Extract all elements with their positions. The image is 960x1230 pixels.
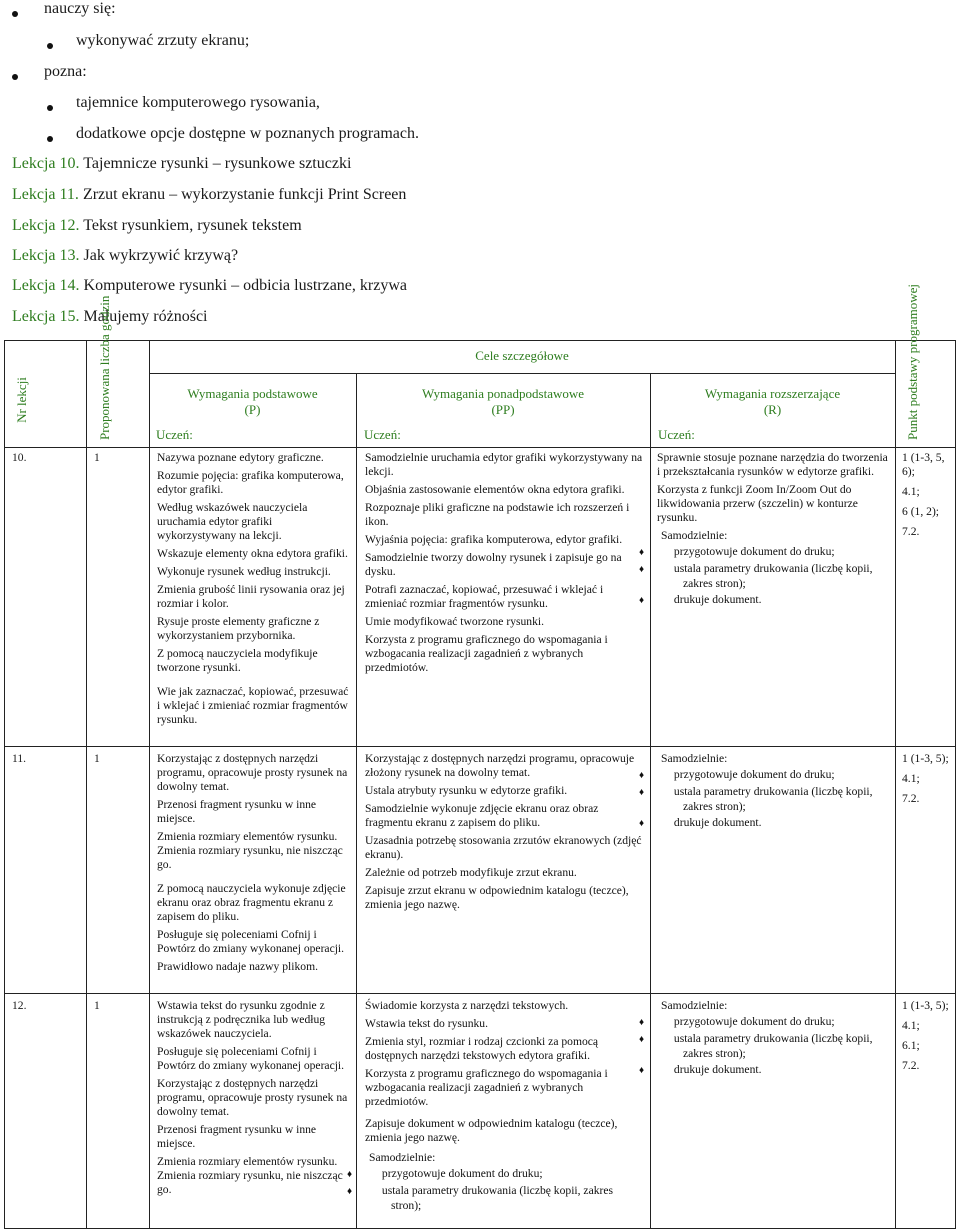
diamond-bullet-icon: ♦ xyxy=(347,1186,353,1197)
table-border xyxy=(4,1228,956,1229)
lesson-title: Zrzut ekranu – wykorzystanie funkcji Print Screen xyxy=(82,186,407,203)
ext-list-text: drukuje dokument. xyxy=(673,593,762,606)
header-point-text: Punkt podstawy programowej xyxy=(905,284,920,440)
diamond-bullet-icon: ♦ xyxy=(639,1034,645,1045)
row-above xyxy=(365,752,643,914)
basic-item: Rozumie pojęcia: grafika komputerowa, edytor grafiki. xyxy=(157,469,344,496)
diamond-bullet-icon: ♦ xyxy=(639,1065,645,1076)
basic-item: Przenosi fragment rysunku w inne miejsce. xyxy=(157,1123,317,1150)
lesson-title: Tajemnicze rysunki – rysunkowe sztuczki xyxy=(83,155,352,172)
diamond-bullet-icon: ♦ xyxy=(639,595,645,606)
basic-item: Posługuje się poleceniami Cofnij i Powtórz do zmiany wykonanej operacji. xyxy=(157,928,345,955)
point-item: 6 (1, 2); xyxy=(902,505,940,518)
ext-list-item xyxy=(639,1015,889,1030)
ext-list-text: drukuje dokument. xyxy=(673,816,762,829)
lesson-title: Komputerowe rysunki – odbicia lustrzane, krzywa xyxy=(83,277,407,294)
above-item: Samodzielnie wykonuje zdjęcie ekranu oraz obraz fragmentu ekranu z zapisem do pliku. xyxy=(365,802,599,829)
ext-list-item xyxy=(639,545,889,560)
above-item: Zapisuje zrzut ekranu w odpowiednim katalogu (teczce), zmienia jego nazwę. xyxy=(365,884,629,911)
ext-list-text: ustala parametry drukowania (liczbę kopii, zakres stron); xyxy=(673,562,873,590)
above-item: Samodzielnie uruchamia edytor grafiki wykorzystywany na lekcji. xyxy=(365,451,643,478)
lesson-number: Lekcja 15. xyxy=(12,308,80,325)
lesson-title: Tekst rysunkiem, rysunek tekstem xyxy=(83,217,302,234)
ext-list-text: ustala parametry drukowania (liczbę kopii, zakres stron); xyxy=(673,1032,873,1060)
point-item: 7.2. xyxy=(902,525,920,538)
point-item: 4.1; xyxy=(902,1019,920,1032)
ext-list-text: przygotowuje dokument do druku; xyxy=(673,1015,835,1028)
header-nr xyxy=(14,360,29,440)
row-points xyxy=(902,451,954,541)
table-border xyxy=(4,340,956,341)
basic-item: Wstawia tekst do rysunku zgodnie z instrukcją z podręcznika lub według wskazówek nauczyciela. xyxy=(157,999,326,1040)
row-nr: 12. xyxy=(12,999,27,1012)
header-nr-text: Nr lekcji xyxy=(14,377,29,423)
table-border xyxy=(4,746,956,747)
above-item: Korzysta z programu graficznego do wspomagania i wzbogacania realizacji zagadnień z wybranych przedmiotów. xyxy=(365,1067,608,1108)
diamond-bullet-icon: ♦ xyxy=(639,564,645,575)
point-item: 1 (1-3, 5, 6); xyxy=(902,451,945,478)
point-item: 7.2. xyxy=(902,792,920,805)
basic-item: Wie jak zaznaczać, kopiować, przesuwać i wklejać i zmieniać rozmiar fragmentów rysunku. xyxy=(157,685,349,726)
table-border xyxy=(4,993,956,994)
row-above xyxy=(347,999,643,1215)
ext-list-text: przygotowuje dokument do druku; xyxy=(673,545,835,558)
row-hours: 1 xyxy=(94,999,100,1012)
above-item: Świadomie korzysta z narzędzi tekstowych. xyxy=(365,999,569,1012)
row-ext xyxy=(639,451,889,610)
req-above-label: Wymagania ponadpodstawowe xyxy=(421,386,585,401)
bullet-icon xyxy=(47,43,53,49)
header-point xyxy=(905,284,920,440)
req-basic-label: Wymagania podstawowe xyxy=(187,386,318,401)
lesson-line xyxy=(12,217,302,235)
lesson-number: Lekcja 12. xyxy=(12,217,80,234)
above-list-item xyxy=(347,1167,643,1182)
lesson-line xyxy=(12,155,351,173)
row-above xyxy=(365,451,643,677)
uczen-label: Uczeń: xyxy=(658,427,695,442)
lesson-number: Lekcja 14. xyxy=(12,277,80,294)
basic-item: Korzystając z dostępnych narzędzi programu, opracowuje prosty rysunek na dowolny temat. xyxy=(157,752,348,793)
diamond-bullet-icon: ♦ xyxy=(347,1169,353,1180)
point-item: 6.1; xyxy=(902,1039,920,1052)
header-cele: Cele szczegółowe xyxy=(475,348,569,363)
above-item: Samodzielnie tworzy dowolny rysunek i zapisuje go na dysku. xyxy=(365,551,622,578)
lesson-number: Lekcja 10. xyxy=(12,155,80,172)
table-border xyxy=(149,373,895,374)
above-label: Samodzielnie: xyxy=(369,1151,436,1164)
ext-item: Sprawnie stosuje poznane narzędzia do tworzenia i przekształcania rysunków w edytorze grafiki. xyxy=(657,451,888,478)
ext-list-text: przygotowuje dokument do druku; xyxy=(673,768,835,781)
ext-item: Korzysta z funkcji Zoom In/Zoom Out do likwidowania przerw (szczelin) w konturze rysunku. xyxy=(657,483,858,524)
above-item: Zależnie od potrzeb modyfikuje zrzut ekranu. xyxy=(365,866,577,879)
table-border xyxy=(650,373,651,1229)
basic-item: Przenosi fragment rysunku w inne miejsce. xyxy=(157,798,317,825)
above-list-item xyxy=(347,1184,643,1213)
table-border xyxy=(149,340,150,1229)
basic-item: Zmienia rozmiary elementów rysunku. Zmienia rozmiary rysunku, nie niszcząc go. xyxy=(157,1155,343,1196)
above-item: Korzysta z programu graficznego do wspomagania i wzbogacania realizacji zagadnień z wybranych przedmiotów. xyxy=(365,633,608,674)
bullet-icon xyxy=(47,105,53,111)
above-item: Wstawia tekst do rysunku. xyxy=(365,1017,489,1030)
above-item: Zapisuje dokument w odpowiednim katalogu (teczce), zmienia jego nazwę. xyxy=(365,1117,618,1144)
lesson-line xyxy=(12,247,238,265)
basic-item: Zmienia grubość linii rysowania oraz jej rozmiar i kolor. xyxy=(157,583,345,610)
lesson-title: Malujemy różności xyxy=(83,308,208,325)
basic-item: Korzystając z dostępnych narzędzi programu, opracowuje prosty rysunek na dowolny temat. xyxy=(157,1077,348,1118)
point-item: 1 (1-3, 5); xyxy=(902,752,949,765)
diamond-bullet-icon: ♦ xyxy=(639,770,645,781)
above-item: Umie modyfikować tworzone rysunki. xyxy=(365,615,545,628)
header-hours-text: Proponowana liczba godzin xyxy=(97,295,112,440)
ext-list-item xyxy=(639,562,889,591)
row-ext xyxy=(639,752,889,833)
basic-item: Prawidłowo nadaje nazwy plikom. xyxy=(157,960,318,973)
lesson-number: Lekcja 11. xyxy=(12,186,79,203)
basic-item: Nazywa poznane edytory graficzne. xyxy=(157,451,324,464)
header-hours xyxy=(97,295,112,440)
ext-list-item xyxy=(639,785,889,814)
table-border xyxy=(955,340,956,1229)
table-border xyxy=(4,447,956,448)
req-above-code: (PP) xyxy=(491,402,515,417)
table-border xyxy=(86,340,87,1229)
uczen-label: Uczeń: xyxy=(364,427,401,442)
basic-item: Z pomocą nauczyciela wykonuje zdjęcie ekranu oraz obraz fragmentu ekranu z zapisem do pliku. xyxy=(157,882,346,923)
basic-item: Według wskazówek nauczyciela uruchamia edytor grafiki wykorzystywany na lekcji. xyxy=(157,501,308,542)
row-points xyxy=(902,752,954,808)
lesson-number: Lekcja 13. xyxy=(12,247,80,264)
row-nr: 11. xyxy=(12,752,27,765)
row-basic xyxy=(157,451,353,729)
above-list-text: ustala parametry drukowania (liczbę kopii, zakres stron); xyxy=(381,1184,614,1212)
basic-item: Wskazuje elementy okna edytora grafiki. xyxy=(157,547,348,560)
basic-item: Wykonuje rysunek według instrukcji. xyxy=(157,565,331,578)
basic-item: Posługuje się poleceniami Cofnij i Powtórz do zmiany wykonanej operacji. xyxy=(157,1045,345,1072)
table-border xyxy=(4,340,5,1229)
above-list-text: przygotowuje dokument do druku; xyxy=(381,1167,543,1180)
ext-label: Samodzielnie: xyxy=(661,529,728,542)
table-border xyxy=(356,373,357,1229)
intro-pozna-item: dodatkowe opcje dostępne w poznanych programach. xyxy=(76,125,419,142)
diamond-bullet-icon: ♦ xyxy=(639,787,645,798)
intro-pozna: pozna: xyxy=(44,63,87,80)
row-nr: 10. xyxy=(12,451,27,464)
header-req-basic xyxy=(149,386,356,418)
bullet-icon xyxy=(12,11,18,17)
ext-list-item xyxy=(639,593,889,608)
above-item: Uzasadnia potrzebę stosowania zrzutów ekranowych (zdjęć ekranu). xyxy=(365,834,642,861)
row-points xyxy=(902,999,954,1075)
point-item: 7.2. xyxy=(902,1059,920,1072)
uczen-label: Uczeń: xyxy=(156,427,193,442)
basic-item: Zmienia rozmiary elementów rysunku. Zmienia rozmiary rysunku, nie niszcząc go. xyxy=(157,830,343,871)
intro-naucz: nauczy się: xyxy=(44,0,116,17)
above-item: Wyjaśnia pojęcia: grafika komputerowa, edytor grafiki. xyxy=(365,533,623,546)
ext-list-text: ustala parametry drukowania (liczbę kopii, zakres stron); xyxy=(673,785,873,813)
ext-list-item xyxy=(639,1063,889,1078)
intro-pozna-item: tajemnice komputerowego rysowania, xyxy=(76,94,320,111)
header-req-ext xyxy=(650,386,895,418)
req-ext-code: (R) xyxy=(763,402,782,417)
above-item: Potrafi zaznaczać, kopiować, przesuwać i wklejać i zmieniać rozmiar fragmentów rysunku. xyxy=(365,583,604,610)
row-basic xyxy=(157,752,353,976)
lesson-title: Jak wykrzywić krzywą? xyxy=(83,247,239,264)
lesson-line xyxy=(12,186,406,204)
point-item: 4.1; xyxy=(902,485,920,498)
table-border xyxy=(895,340,896,1229)
ext-list-item xyxy=(639,1032,889,1061)
diamond-bullet-icon: ♦ xyxy=(639,818,645,829)
ext-label: Samodzielnie: xyxy=(661,999,728,1012)
above-item: Korzystając z dostępnych narzędzi programu, opracowuje złożony rysunek na dowolny temat. xyxy=(365,752,635,779)
row-hours: 1 xyxy=(94,752,100,765)
above-item: Ustala atrybuty rysunku w edytorze grafiki. xyxy=(365,784,568,797)
header-req-above xyxy=(356,386,650,418)
bullet-icon xyxy=(12,74,18,80)
basic-item: Rysuje proste elementy graficzne z wykorzystaniem przybornika. xyxy=(157,615,320,642)
basic-item: Z pomocą nauczyciela modyfikuje tworzone rysunki. xyxy=(157,647,318,674)
ext-list-item xyxy=(639,816,889,831)
above-item: Objaśnia zastosowanie elementów okna edytora grafiki. xyxy=(365,483,625,496)
diamond-bullet-icon: ♦ xyxy=(639,1017,645,1028)
above-item: Rozpoznaje pliki graficzne na podstawie ich rozszerzeń i ikon. xyxy=(365,501,630,528)
req-basic-code: (P) xyxy=(244,402,261,417)
req-ext-label: Wymagania rozszerzające xyxy=(704,386,841,401)
ext-label: Samodzielnie: xyxy=(661,752,728,765)
ext-list-text: drukuje dokument. xyxy=(673,1063,762,1076)
point-item: 1 (1-3, 5); xyxy=(902,999,949,1012)
intro-naucz-item: wykonywać zrzuty ekranu; xyxy=(76,32,250,49)
bullet-icon xyxy=(47,136,53,142)
diamond-bullet-icon: ♦ xyxy=(639,547,645,558)
point-item: 4.1; xyxy=(902,772,920,785)
lesson-line xyxy=(12,277,407,295)
row-hours: 1 xyxy=(94,451,100,464)
row-ext xyxy=(639,999,889,1080)
row-basic xyxy=(157,999,353,1199)
above-item: Zmienia styl, rozmiar i rodzaj czcionki za pomocą dostępnych narzędzi tekstowych edytora grafiki. xyxy=(365,1035,599,1062)
ext-list-item xyxy=(639,768,889,783)
